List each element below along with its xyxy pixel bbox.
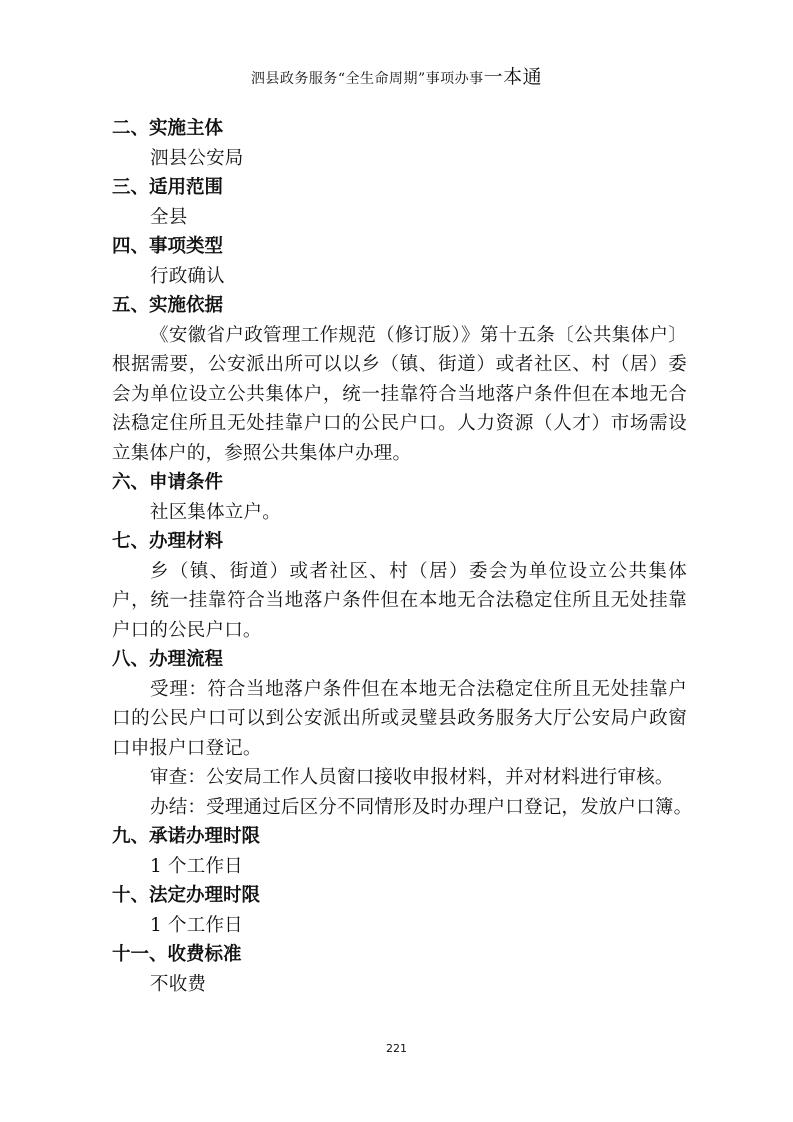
- section-legal-time: [112, 881, 687, 940]
- section-materials: [112, 527, 687, 645]
- section-heading: 十、法定办理时限: [112, 885, 261, 906]
- section-paragraph: 行政确认: [150, 265, 225, 287]
- section-fees: [112, 940, 687, 999]
- section-paragraph: 泗县公安局: [150, 147, 244, 169]
- page-header: [0, 62, 793, 89]
- section-legal-basis: [112, 291, 687, 468]
- section-paragraph: 1 个工作日: [150, 855, 243, 877]
- section-implementing-body: [112, 114, 687, 173]
- section-paragraph: 1 个工作日: [150, 914, 243, 936]
- section-scope: [112, 173, 687, 232]
- section-process: [112, 645, 693, 822]
- page-number: 221: [386, 1042, 407, 1055]
- section-heading: 四、事项类型: [112, 236, 224, 257]
- section-heading: 五、实施依据: [112, 295, 224, 316]
- section-heading: 九、承诺办理时限: [112, 826, 261, 847]
- section-item-type: [112, 232, 687, 291]
- section-heading: 三、适用范围: [112, 177, 224, 198]
- section-paragraph: 不收费: [150, 973, 207, 995]
- section-paragraph: 乡（镇、街道）或者社区、村（居）委会为单位设立公共集体户，统一挂靠符合当地落户条件但在本地无合法稳定住所且无处挂靠户口的公民户口。: [112, 560, 687, 641]
- document-body: [112, 114, 693, 999]
- section-paragraph: 《安徽省户政管理工作规范（修订版）》第十五条〔公共集体户〕根据需要，公安派出所可以以乡（镇、街道）或者社区、村（居）委会为单位设立公共集体户，统一挂靠符合当地落户条件但在本地无合法稳定住所且无处挂靠户口的公民户口。人力资源（人才）市场需设立集体户的，参照公共集体户办理。: [112, 324, 687, 464]
- section-paragraph: 全县: [150, 206, 188, 228]
- section-heading: 七、办理材料: [112, 531, 224, 552]
- section-heading: 八、办理流程: [112, 649, 224, 670]
- section-heading: 十一、收费标准: [112, 944, 242, 965]
- section-promised-time: [112, 822, 687, 881]
- section-paragraph: 受理：符合当地落户条件但在本地无合法稳定住所且无处挂靠户口的公民户口可以到公安派出所或灵璧县政务服务大厅公安局户政窗口申报户口登记。: [112, 678, 687, 759]
- section-heading: 二、实施主体: [112, 118, 224, 139]
- section-paragraph: 社区集体立户。: [150, 501, 281, 523]
- header-title-suffix: 一本通: [483, 66, 543, 88]
- section-paragraph: 审查：公安局工作人员窗口接收申报材料，并对材料进行审核。: [150, 767, 674, 788]
- section-heading: 六、申请条件: [112, 472, 224, 493]
- section-paragraph: 办结：受理通过后区分不同情形及时办理户口登记，发放户口簿。: [150, 796, 693, 818]
- header-title: 泗县政务服务“全生命周期”事项办事: [250, 71, 484, 87]
- section-conditions: [112, 468, 687, 527]
